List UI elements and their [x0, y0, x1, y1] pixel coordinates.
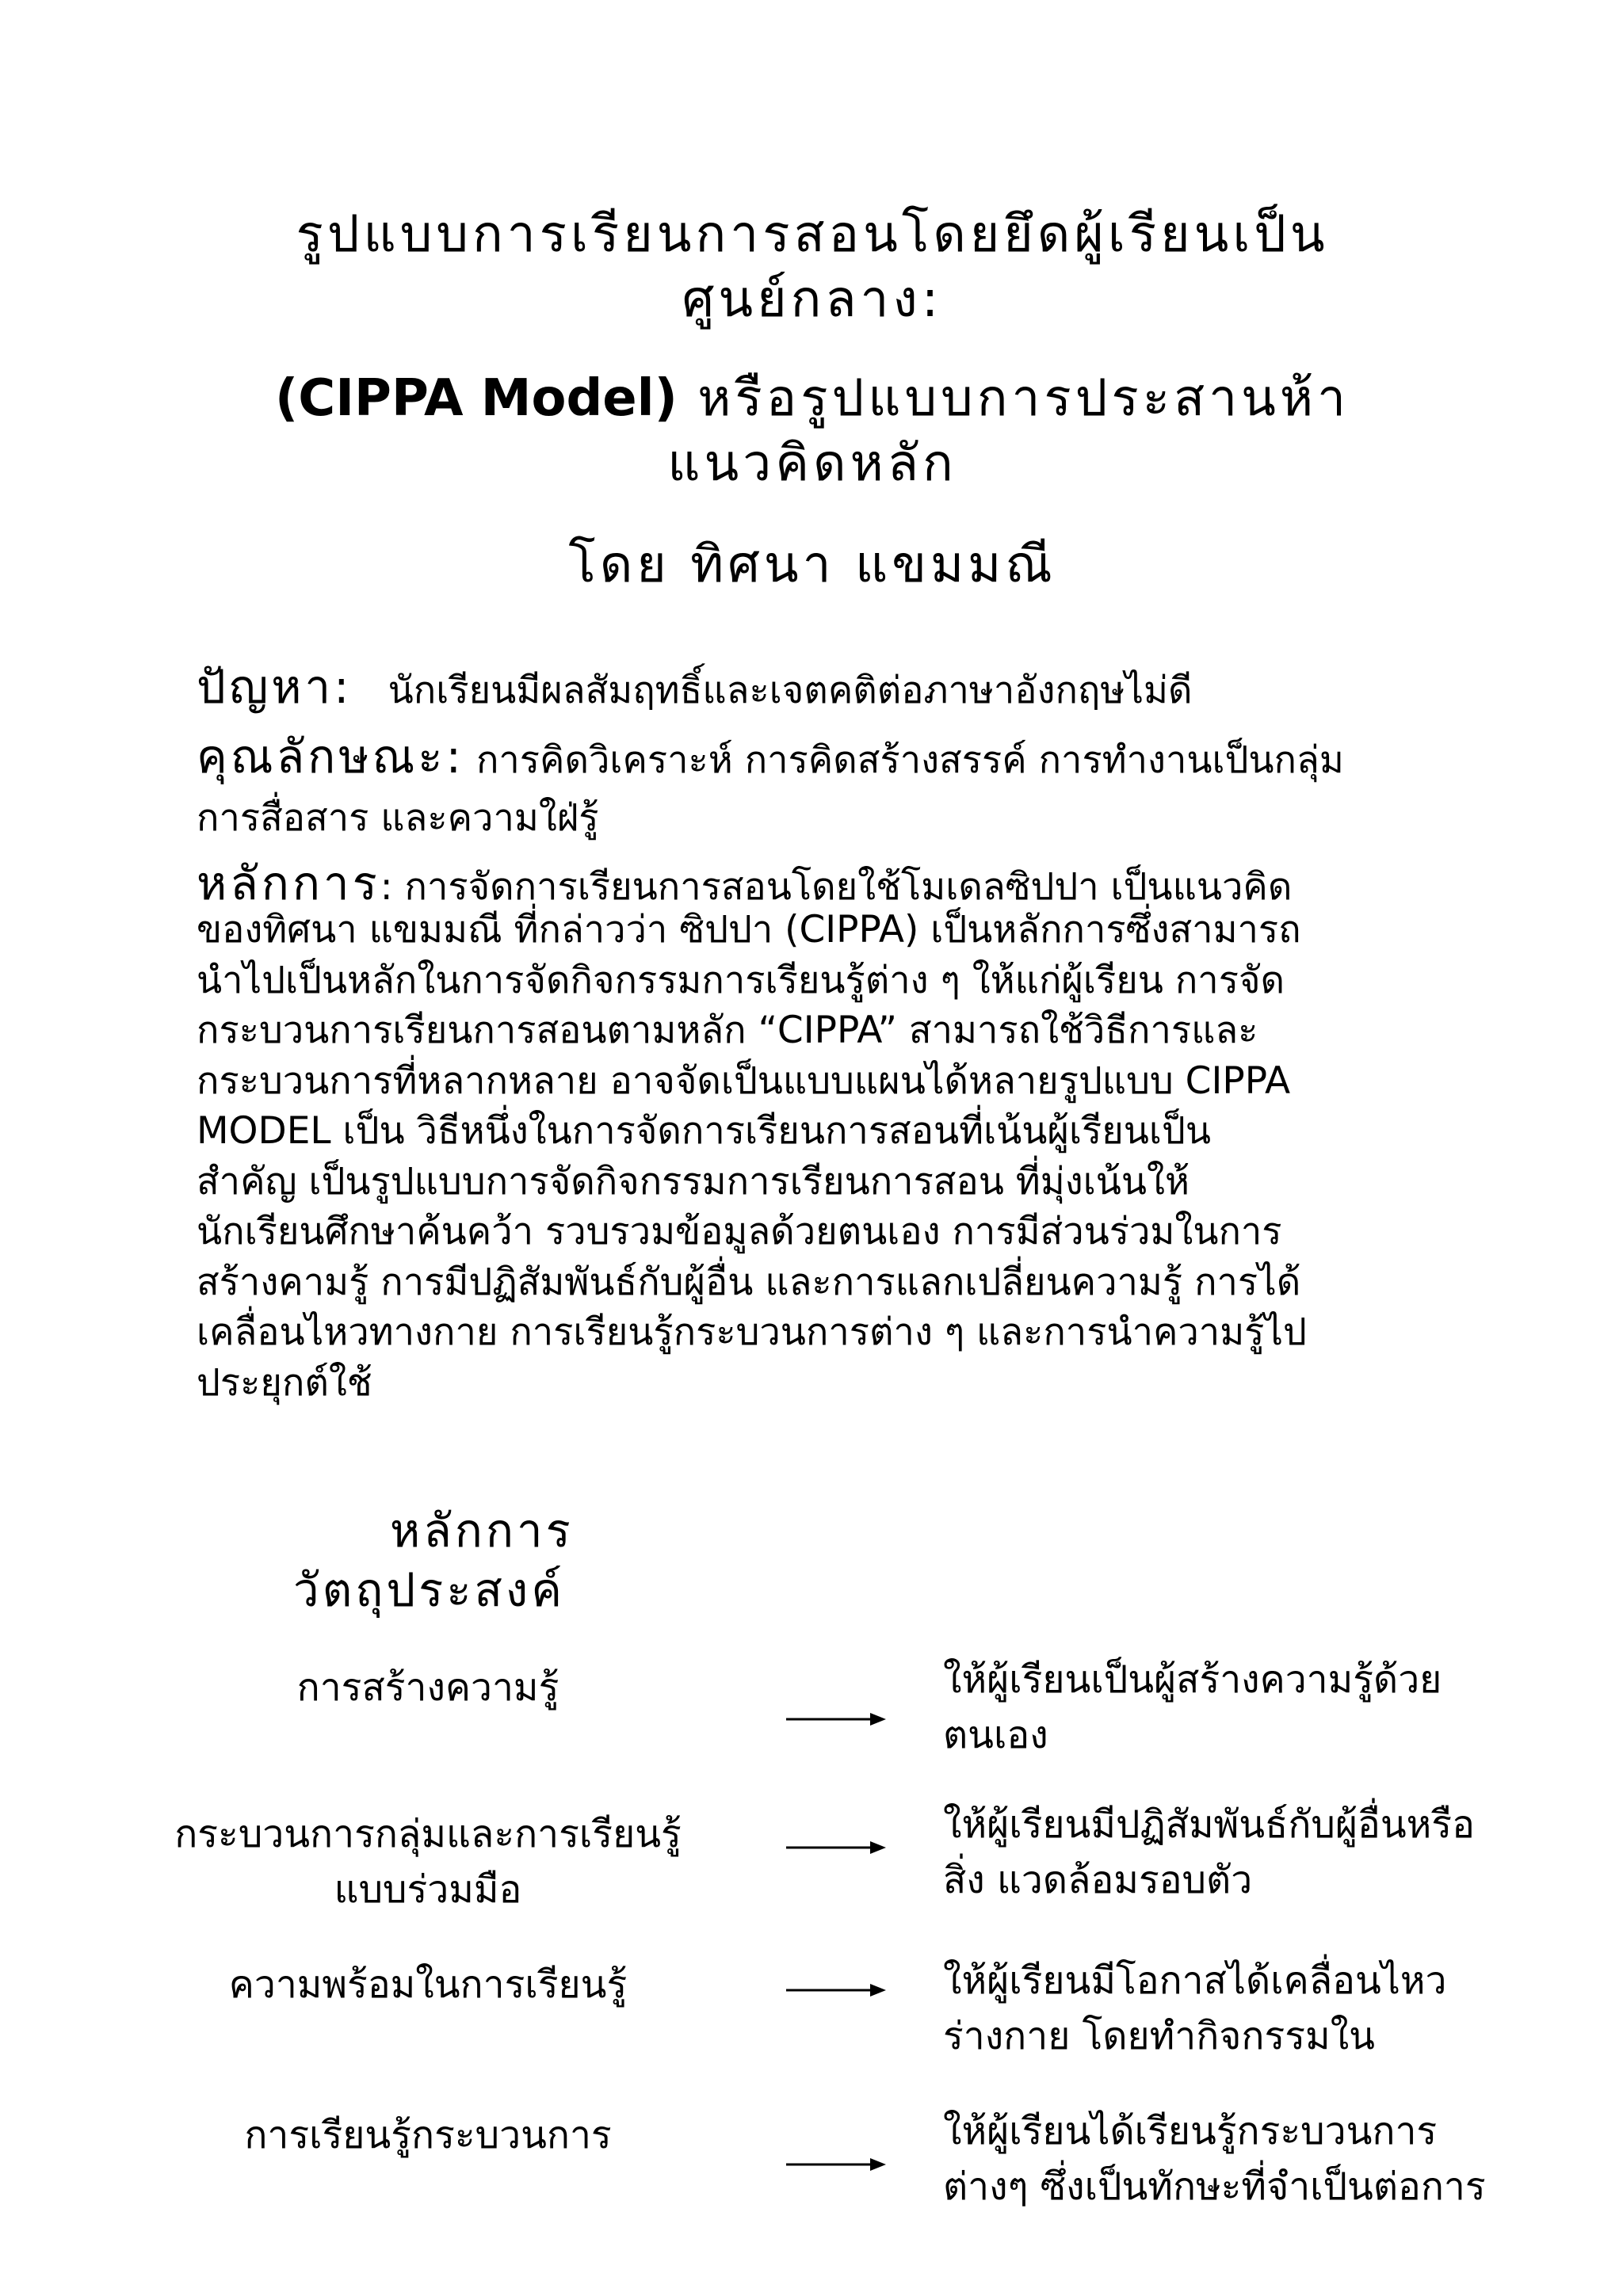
principle-line: นักเรียนศึกษาค้นคว้า รวบรวมข้อมูลด้วยตนเอง การมีส่วนร่วมในการ [197, 1210, 1282, 1253]
arrow-right-icon [785, 1838, 888, 1857]
principle-line: กระบวนการที่หลากหลาย อาจจัดเป็นแบบแผนได้หลายรูปแบบ CIPPA [197, 1058, 1291, 1103]
title-line-4: แนวคิดหลัก [667, 434, 957, 493]
row-2-objective-line: สิ่ง แวดล้อมรอบตัว [943, 1858, 1253, 1902]
row-4-objective-line: ให้ผู้เรียนได้เรียนรู้กระบวนการ [943, 2109, 1438, 2153]
row-1-principle-line: การสร้างความรู้ [296, 1665, 559, 1710]
arrow-right-icon [785, 1710, 888, 1729]
characteristics-label: คุณลักษณะ: [197, 730, 465, 784]
problem-section [197, 650, 1449, 723]
row-1-objective-line: ให้ผู้เรียนเป็นผู้สร้างความรู้ด้วย [943, 1657, 1442, 1702]
characteristics-text-2: การสื่อสาร และความใฝ่รู้ [197, 796, 599, 840]
arrow-right-icon [785, 2155, 888, 2174]
row-4-principle-line: การเรียนรู้กระบวนการ [244, 2113, 612, 2157]
document-subtitle [198, 366, 1426, 496]
principle-label: หลักการ [197, 856, 380, 910]
principle-line: MODEL เป็น วิธีหนึ่งในการจัดการเรียนการสอนที่เน้นผู้เรียนเป็น [197, 1109, 1211, 1153]
arrow-right-icon [785, 1981, 888, 2000]
table-header-objective: วัตถุประสงค์ [293, 1563, 565, 1617]
author: โดย ทิศนา แขมมณี [568, 536, 1056, 594]
row-3-objective-line: ให้ผู้เรียนมีโอกาสได้เคลื่อนไหว [943, 1958, 1447, 2003]
title-model-name: (CIPPA Model) [275, 369, 678, 428]
row-1-objective-line: ตนเอง [943, 1713, 1048, 1757]
principle-line: ประยุกต์ใช้ [197, 1360, 372, 1405]
row-4-objective-line: ต่างๆ ซึ่งเป็นทักษะที่จำเป็นต่อการ [943, 2164, 1486, 2209]
title-line-2: ศูนย์กลาง: [682, 270, 943, 329]
principle-paragraph [197, 905, 1465, 1408]
title-line-3-rest: หรือรูปแบบการประสานห้า [677, 369, 1350, 428]
principle-line: เคลื่อนไหวทางกาย การเรียนรู้กระบวนการต่าง ๆ และการนำความรู้ไป [197, 1310, 1307, 1354]
principle-line: สำคัญ เป็นรูปแบบการจัดกิจกรรมการเรียนการสอน ที่มุ่งเน้นให้ [197, 1159, 1190, 1203]
row-2-principle-line: แบบร่วมมือ [334, 1867, 522, 1912]
problem-text: นักเรียนมีผลสัมฤทธิ์และเจตคติต่อภาษาอังกฤษไม่ดี [388, 669, 1193, 712]
principle-line: นำไปเป็นหลักในการจัดกิจกรรมการเรียนรู้ต่าง ๆ ให้แก่ผู้เรียน การจัด [197, 958, 1285, 1002]
row-2-principle-line: กระบวนการกลุ่มและการเรียนรู้ [174, 1812, 682, 1856]
row-3-principle [111, 1957, 745, 2012]
document-title [198, 202, 1426, 332]
row-3-objective-line: ร่างกาย โดยทำกิจกรรมใน [943, 2014, 1375, 2058]
row-2-principle [111, 1806, 745, 1917]
row-1-objective [943, 1652, 1601, 1763]
principle-line: ของทิศนา แขมมณี ที่กล่าวว่า ซิปปา (CIPPA) เป็นหลักการซึ่งสามารถ [197, 908, 1301, 952]
table-header-principle: หลักการ [390, 1504, 574, 1558]
characteristics-text-1: การคิดวิเคราะห์ การคิดสร้างสรรค์ การทำงานเป็นกลุ่ม [464, 738, 1344, 782]
title-line-3 [198, 366, 1426, 431]
characteristics-section [197, 719, 1449, 843]
row-4-objective [943, 2103, 1601, 2214]
author-line [198, 532, 1426, 597]
row-2-objective-line: ให้ผู้เรียนมีปฏิสัมพันธ์กับผู้อื่นหรือ [943, 1802, 1475, 1847]
row-4-principle [111, 2107, 745, 2163]
principle-line: กระบวนการเรียนการสอนตามหลัก “CIPPA” สามารถใช้วิธีการและ [197, 1009, 1258, 1052]
title-line-1: รูปแบบการเรียนการสอนโดยยึดผู้เรียนเป็น [296, 205, 1329, 264]
problem-label: ปัญหา: [197, 660, 353, 714]
row-2-objective [943, 1797, 1601, 1908]
principle-text-0: : การจัดการเรียนการสอนโดยใช้โมเดลซิปปา เป็นแนวคิด [380, 865, 1293, 909]
row-3-principle-line: ความพร้อมในการเรียนรู้ [228, 1962, 628, 2007]
row-3-objective [943, 1953, 1601, 2070]
principle-line: สร้างคามรู้ การมีปฏิสัมพันธ์กับผู้อื่น และการแลกเปลี่ยนความรู้ การได้ [197, 1260, 1301, 1304]
row-1-principle [111, 1660, 745, 1715]
